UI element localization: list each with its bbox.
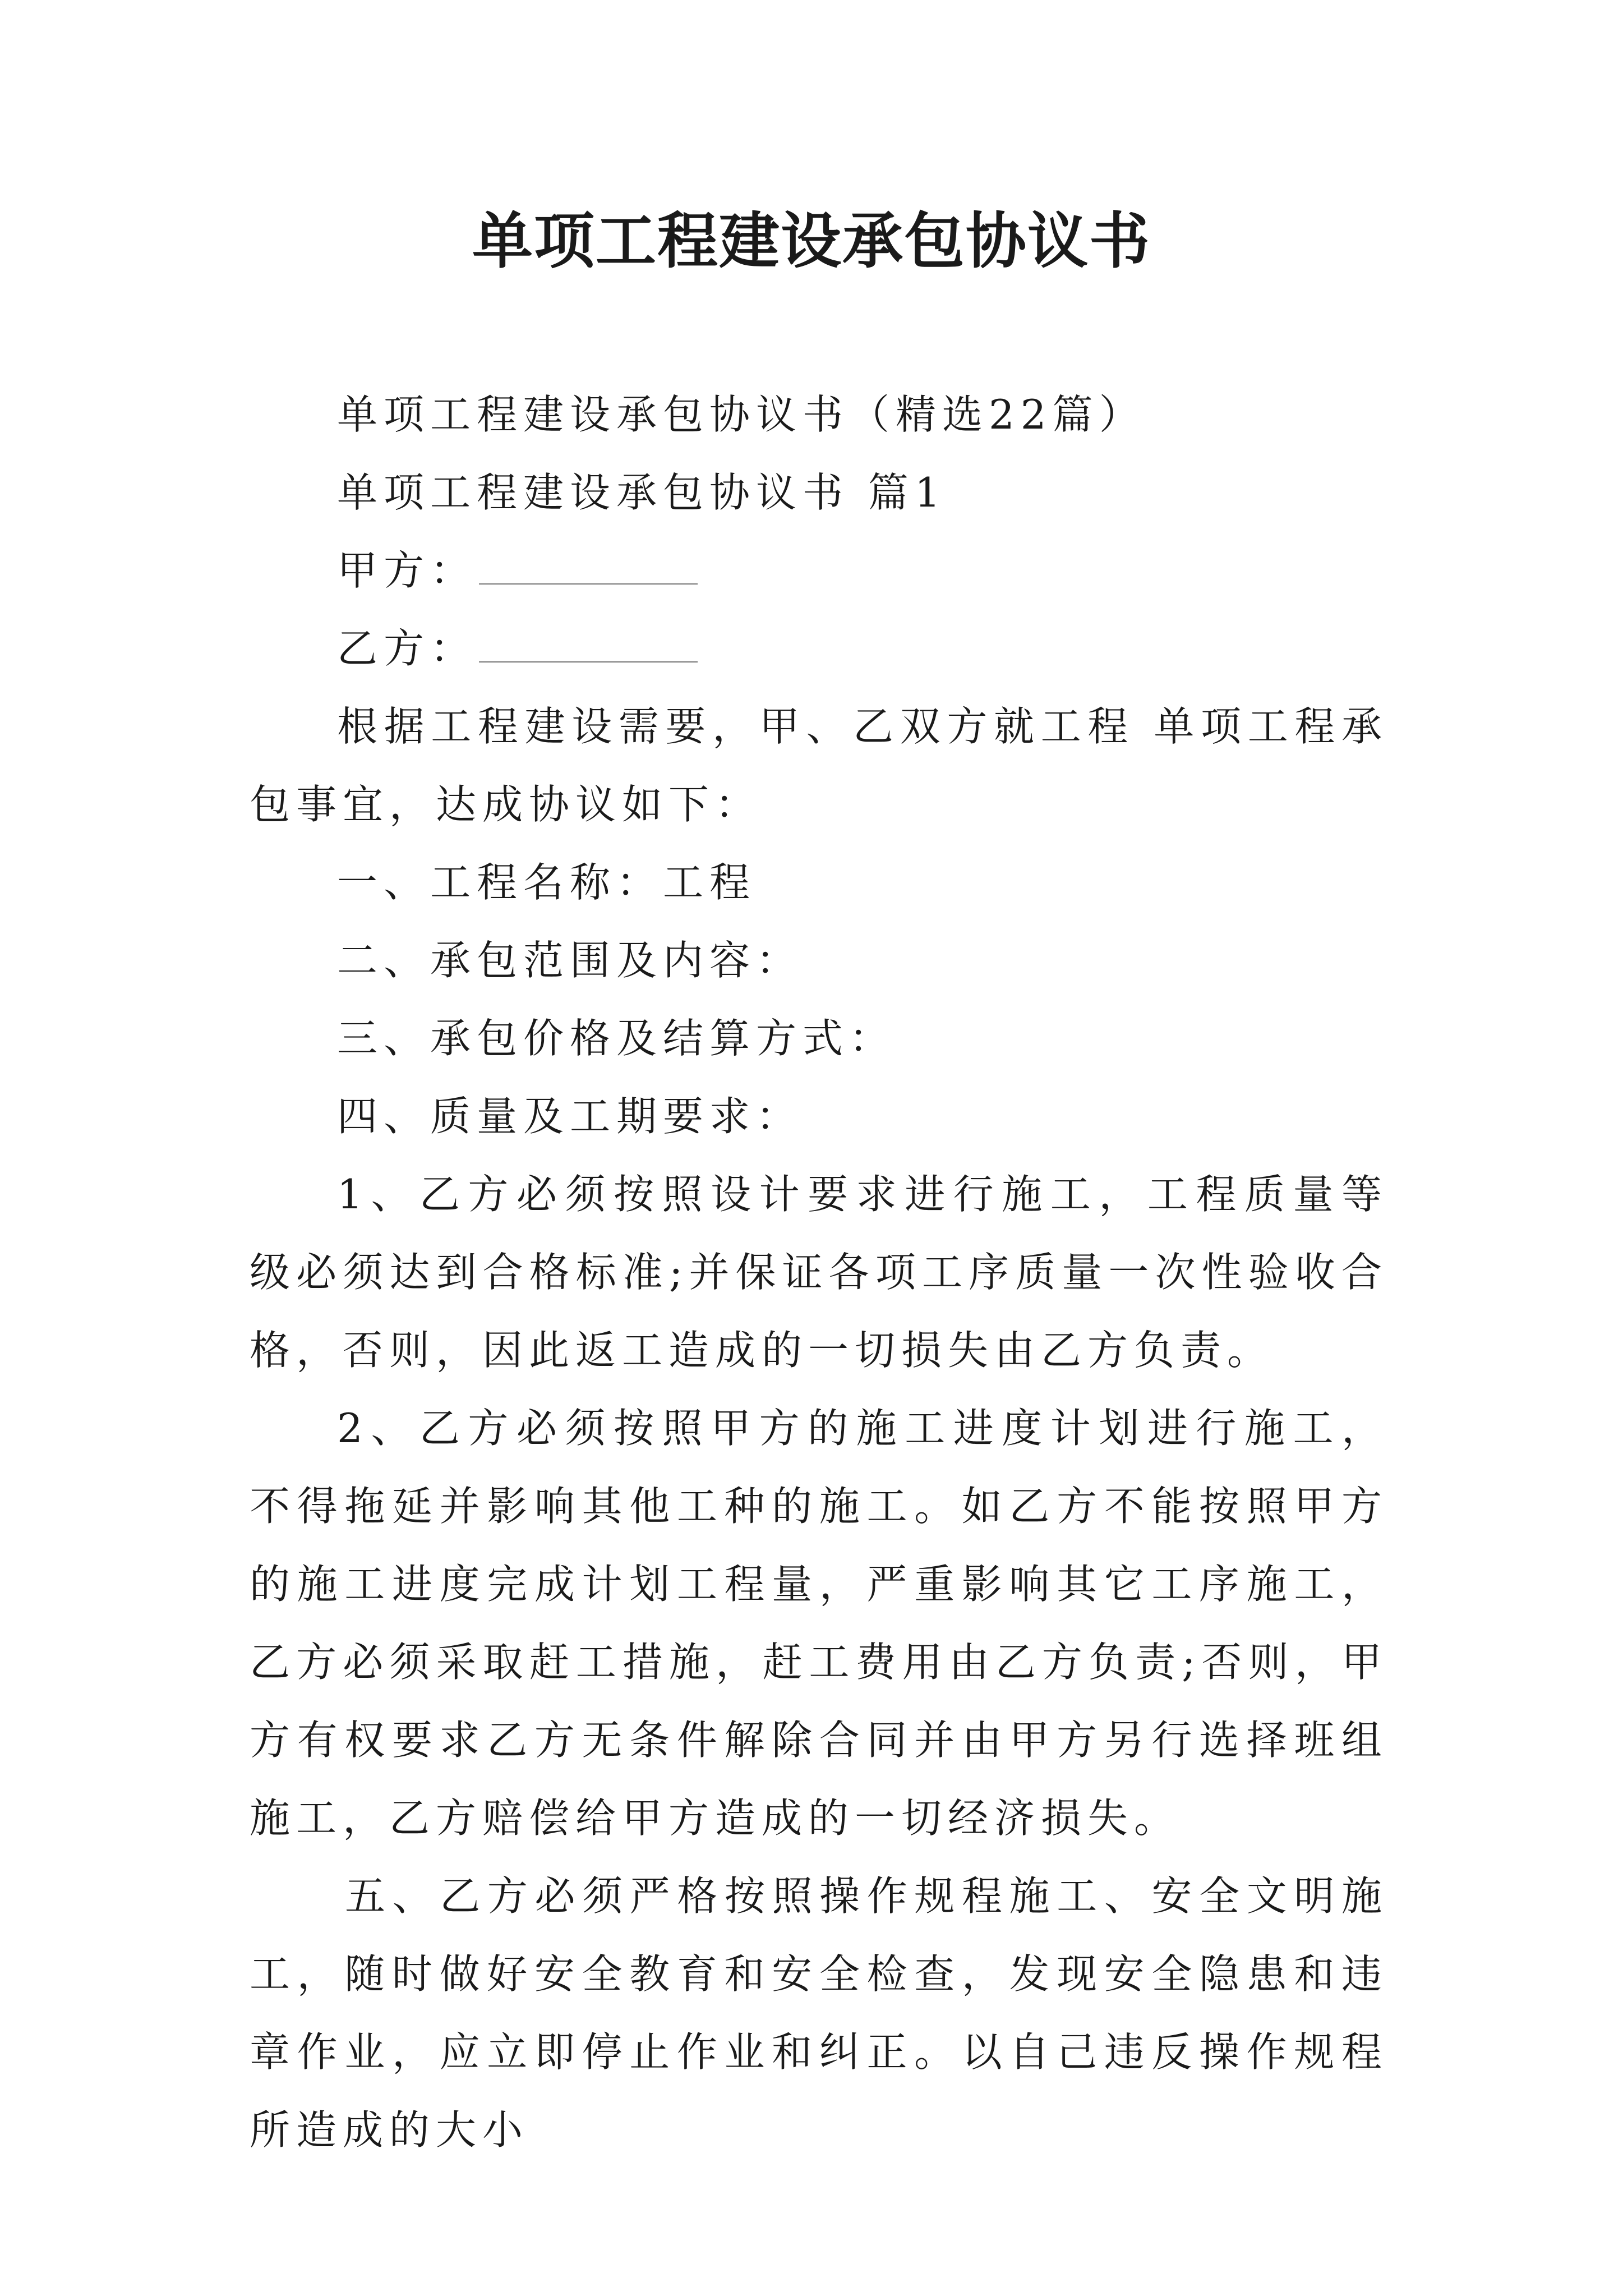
section-heading: 单项工程建设承包协议书 篇1 <box>337 469 947 516</box>
item-project-name: 一、工程名称：工程 <box>337 859 757 906</box>
party-a-blank <box>479 550 698 585</box>
document-body <box>250 376 1388 2169</box>
item-scope: 二、承包范围及内容： <box>337 937 803 984</box>
document-title: 单项工程建设承包协议书 <box>472 206 1151 277</box>
clause-schedule: 2、乙方必须按照甲方的施工进度计划进行施工，不得拖延并影响其他工种的施工。如乙方不能按照甲方的施工进度完成计划工程量，严重影响其它工序施工，乙方必须采取赶工措施，赶工费用由乙方负责;否则，甲方有权要求乙方无条件解除合同并由甲方另行选择班组施工，乙方赔偿给甲方造成的一切经济损失。 <box>250 1405 1388 1842</box>
party-b-blank <box>479 628 698 662</box>
party-b-label: 乙方： <box>337 625 477 672</box>
party-a-label: 甲方： <box>337 547 477 594</box>
item-quality-schedule: 四、质量及工期要求： <box>337 1093 803 1140</box>
item-safety: 五、乙方必须严格按照操作规程施工、安全文明施工，随时做好安全教育和安全检查，发现安全隐患和违章作业，应立即停止作业和纠正。以自己违反操作规程所造成的大小 <box>250 1872 1388 2154</box>
clause-quality: 1、乙方必须按照设计要求进行施工，工程质量等级必须达到合格标准;并保证各项工序质量一次性验收合格，否则，因此返工造成的一切损失由乙方负责。 <box>250 1171 1388 1374</box>
party-b-line <box>250 610 1388 688</box>
party-a-line <box>250 532 1388 610</box>
item-price-settlement: 三、承包价格及结算方式： <box>337 1015 896 1062</box>
intro-paragraph: 根据工程建设需要，甲、乙双方就工程 单项工程承包事宜，达成协议如下： <box>250 703 1388 828</box>
document-subtitle: 单项工程建设承包协议书（精选22篇） <box>337 391 1146 438</box>
